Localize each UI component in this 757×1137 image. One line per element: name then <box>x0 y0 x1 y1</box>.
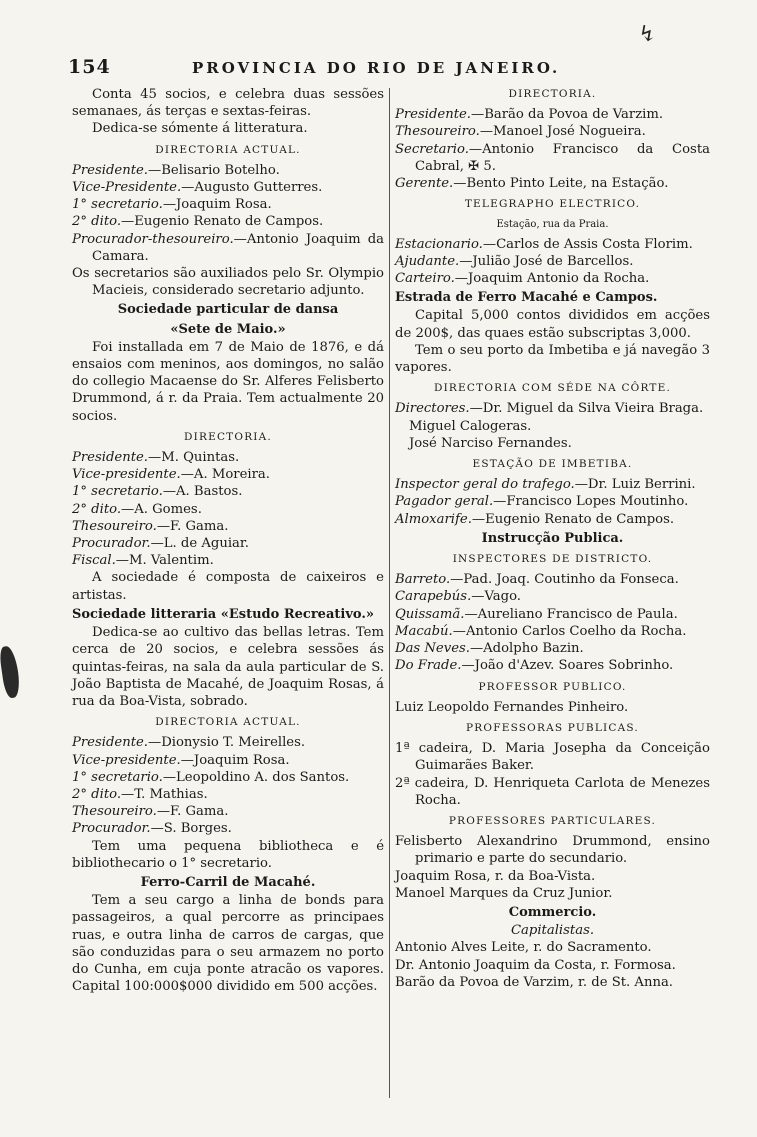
district-entry: Macabú.—Antonio Carlos Coelho da Rocha. <box>395 623 687 639</box>
officer-entry: 1° secretario.—A. Bastos. <box>72 484 243 500</box>
officer-entry: Directores.—Dr. Miguel da Silva Vieira Braga. <box>395 401 704 417</box>
district-list <box>395 571 710 674</box>
paragraph: Tem a seu cargo a linha de bonds para passageiros, a qual percorre as principaes ruas, e outra linha de carros de cargas, que são conduzidas para o seu armazem no porto do Cunha, em cuja ponte atracão os vapores. Capital 100:000$000 dividido em 500 acções. <box>72 893 384 995</box>
district-entry: Barreto.—Pad. Joaq. Coutinho da Fonseca. <box>395 572 679 588</box>
district-entry: Quissamã.—Aureliano Francisco de Paula. <box>395 606 678 622</box>
capitalist-entry: Dr. Antonio Joaquim da Costa, r. Formosa. <box>395 957 676 973</box>
teacher-entry: 2ª cadeira, D. Henriqueta Carlota de Menezes Rocha. <box>395 775 710 808</box>
capitalist-list <box>395 939 710 991</box>
right-column <box>395 86 710 991</box>
officer-entry: 1° secretario.—Joaquim Rosa. <box>72 197 272 213</box>
officer-entry: Estacionario.—Carlos de Assis Costa Florim. <box>395 236 693 252</box>
teacher-entry: 1ª cadeira, D. Maria Josepha da Conceição Guimarães Baker. <box>395 741 710 774</box>
officer-entry: Vice-Presidente.—Augusto Gutterres. <box>72 180 323 196</box>
ink-blot <box>0 645 22 699</box>
officer-entry: Presidente.—M. Quintas. <box>72 450 240 466</box>
officer-entry: 2° dito.—T. Mathias. <box>72 786 208 802</box>
paragraph: Capital 5,000 contos divididos em acções de 200$, das quaes estão subscriptas 3,000. <box>395 308 710 341</box>
officer-entry: Presidente.—Dionysio T. Meirelles. <box>72 735 306 751</box>
address-note: Estação, rua da Praia. <box>496 219 609 231</box>
paragraph: Tem o seu porto da Imbetiba e já navegão 3 vapores. <box>395 342 710 376</box>
section-heading: Sociedade particular de dansa <box>117 302 339 318</box>
officer-entry: Gerente.—Bento Pinto Leite, na Estação. <box>395 176 669 192</box>
page-header <box>68 56 718 84</box>
officer-list <box>395 106 710 192</box>
section-subheading: DIRECTORIA. <box>508 88 597 100</box>
section-subheading: DIRECTORIA. <box>184 430 272 443</box>
section-subheading: PROFESSORAS PUBLICAS. <box>466 721 639 734</box>
section-heading: Ferro-Carril de Macahé. <box>140 874 316 890</box>
section-subheading: PROFESSOR PUBLICO. <box>478 680 627 693</box>
section-subheading: TELEGRAPHO ELECTRICO. <box>464 198 641 211</box>
paragraph: Tem uma pequena bibliotheca e é bibliothecario o 1° secretario. <box>72 838 384 871</box>
corner-mark-icon: ↯ <box>638 22 657 47</box>
paragraph: Os secretarios são auxiliados pelo Sr. Olympio Macieis, considerado secretario adjunto. <box>72 266 384 299</box>
officer-entry: Procurador.—L. de Aguiar. <box>72 536 249 552</box>
teacher-entry: Luiz Leopoldo Fernandes Pinheiro. <box>395 699 629 715</box>
section-heading: Sociedade litteraria «Estudo Recreativo.» <box>72 606 374 622</box>
officer-entry: Presidente.—Belisario Botelho. <box>72 162 280 178</box>
officer-entry: Presidente.—Barão da Povoa de Varzim. <box>395 107 664 123</box>
section-subheading: ESTAÇÃO DE IMBETIBA. <box>472 458 633 471</box>
officer-list <box>395 236 710 288</box>
directors-list <box>395 400 710 452</box>
teacher-entry: Manoel Marques da Cruz Junior. <box>395 885 613 901</box>
officer-entry: Almoxarife.—Eugenio Renato de Campos. <box>395 511 675 527</box>
capitalist-entry: Barão da Povoa de Varzim, r. de St. Anna. <box>395 974 673 990</box>
officer-entry: José Narciso Fernandes. <box>409 435 572 451</box>
officer-list <box>72 734 384 837</box>
officer-entry: Fiscal.—M. Valentim. <box>72 553 214 569</box>
officer-entry: 2° dito.—Eugenio Renato de Campos. <box>72 214 324 230</box>
section-subheading: DIRECTORIA ACTUAL. <box>155 143 301 156</box>
section-heading: Instrucção Publica. <box>481 530 624 546</box>
running-title: PROVINCIA DO RIO DE JANEIRO. <box>192 59 561 77</box>
teacher-entry: Felisberto Alexandrino Drummond, ensino primario e parte do secundario. <box>395 834 710 867</box>
officer-list <box>395 476 710 528</box>
officer-entry: Carteiro.—Joaquim Antonio da Rocha. <box>395 271 650 287</box>
page-number: 154 <box>68 56 111 78</box>
officer-entry: Thesoureiro.—F. Gama. <box>72 804 229 820</box>
paragraph: A sociedade é composta de caixeiros e artistas. <box>72 570 384 603</box>
section-subheading-italic: Capitalistas. <box>510 923 595 939</box>
teacher-entry: Joaquim Rosa, r. da Boa-Vista. <box>395 868 596 884</box>
district-entry: Do Frade.—João d'Azev. Soares Sobrinho. <box>395 658 674 674</box>
section-subheading: DIRECTORIA ACTUAL. <box>155 716 301 729</box>
officer-entry: Vice-presidente.—A. Moreira. <box>72 467 270 483</box>
paragraph: Dedica-se sómente á litteratura. <box>92 121 308 137</box>
section-subheading: DIRECTORIA COM SÉDE NA CÔRTE. <box>433 382 672 395</box>
officer-entry: Miguel Calogeras. <box>409 418 532 434</box>
paragraph: Conta 45 socios, e celebra duas sessões semanaes, ás terças e sextas-feiras. <box>72 87 384 120</box>
paragraph: Dedica-se ao cultivo das bellas letras. Tem cerca de 20 socios, e celebra sessões ás quintas-feiras, na sala da aula particular de S. João Baptista de Macahé, de Joaquim Rosas, á rua da Boa-Vista, sobrado. <box>72 625 384 709</box>
officer-entry: Thesoureiro.—F. Gama. <box>72 518 229 534</box>
officer-entry: 2° dito.—A. Gomes. <box>72 501 202 517</box>
section-heading: Estrada de Ferro Macahé e Campos. <box>395 290 658 306</box>
district-entry: Das Neves.—Adolpho Bazin. <box>395 641 584 657</box>
section-subheading: INSPECTORES DE DISTRICTO. <box>452 553 653 566</box>
officer-entry: Vice-presidente.—Joaquim Rosa. <box>72 752 290 768</box>
officer-entry: Pagador geral.—Francisco Lopes Moutinho. <box>395 494 689 510</box>
section-heading: Commercio. <box>508 904 597 920</box>
officer-entry: Thesoureiro.—Manoel José Nogueira. <box>395 124 646 140</box>
officer-list <box>72 449 384 569</box>
left-column <box>72 86 384 995</box>
officer-entry: Procurador.—S. Borges. <box>72 821 232 837</box>
officer-entry: Inspector geral do trafego.—Dr. Luiz Berrini. <box>395 477 696 493</box>
capitalist-entry: Antonio Alves Leite, r. do Sacramento. <box>395 940 652 956</box>
officer-entry: Procurador-thesoureiro.—Antonio Joaquim da Camara. <box>72 231 384 264</box>
officer-entry: 1° secretario.—Leopoldino A. dos Santos. <box>72 769 350 785</box>
column-rule <box>389 88 390 1098</box>
paragraph: Foi installada em 7 de Maio de 1876, e dá ensaios com meninos, aos domingos, no salão do collegio Macaense do Sr. Alferes Felisberto Drummond, á r. da Praia. Tem actualmente 20 socios. <box>72 339 384 424</box>
section-heading-name: «Sete de Maio.» <box>170 321 286 337</box>
officer-entry: Ajudante.—Julião José de Barcellos. <box>395 253 634 269</box>
district-entry: Carapebús.—Vago. <box>395 589 521 605</box>
officer-list <box>72 162 384 265</box>
officer-entry: Secretario.—Antonio Francisco da Costa Cabral, ✠ 5. <box>395 141 710 174</box>
section-subheading: PROFESSORES PARTICULARES. <box>448 814 657 827</box>
